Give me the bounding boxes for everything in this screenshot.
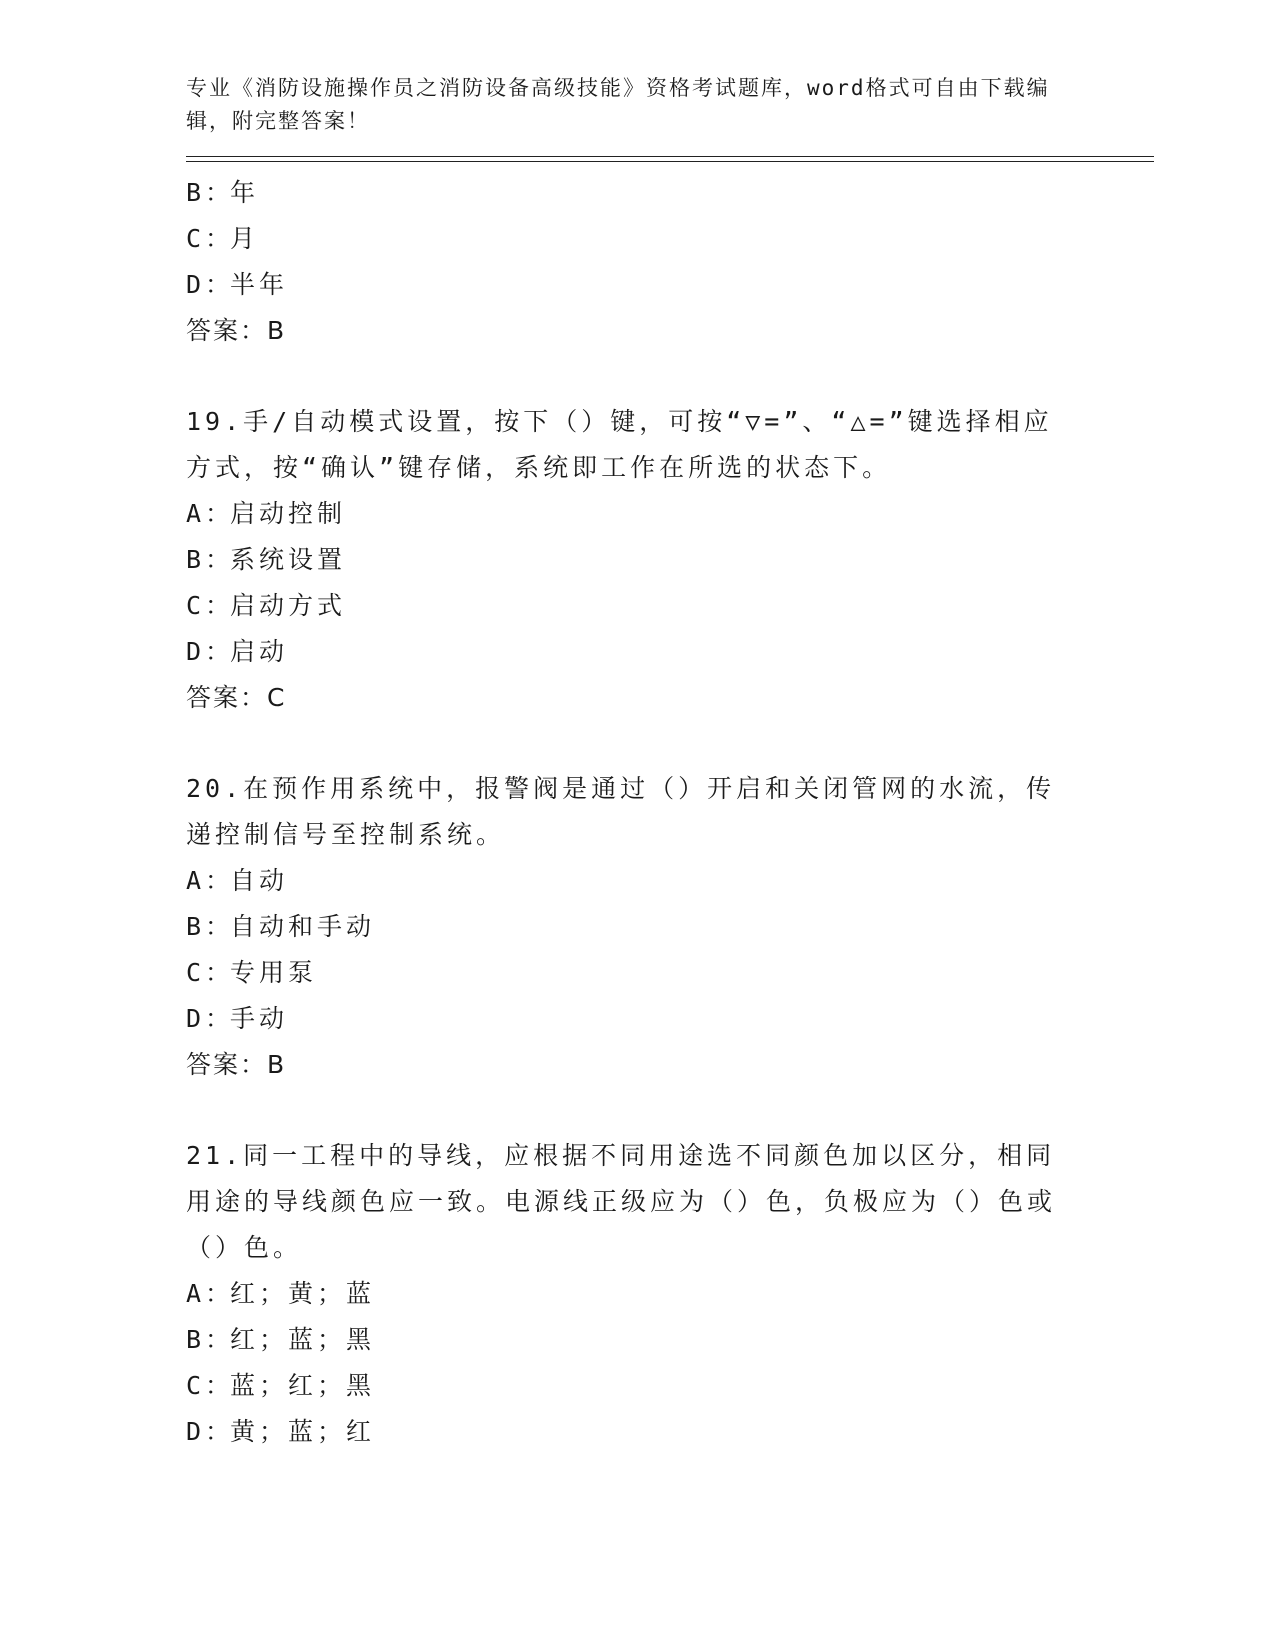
question-21 <box>186 1133 1146 1455</box>
option-text: 黄；蓝；红 <box>230 1417 376 1446</box>
option-d <box>186 996 1146 1042</box>
option-text: 自动 <box>230 866 289 895</box>
option-text: 红；黄；蓝 <box>230 1279 376 1308</box>
option-c <box>186 583 1146 629</box>
option-label: B： <box>186 545 235 574</box>
option-b <box>186 904 1146 950</box>
question-20 <box>186 766 1146 1088</box>
option-label: D： <box>186 1417 235 1446</box>
option-text: 启动方式 <box>230 591 347 620</box>
option-c <box>186 1363 1146 1409</box>
option-text: 手动 <box>230 1004 289 1033</box>
option-a <box>186 491 1146 537</box>
option-d <box>186 262 1146 308</box>
option-text: 半年 <box>230 270 289 299</box>
option-text: 启动控制 <box>230 499 347 528</box>
option-label: B： <box>186 912 235 941</box>
question-text: 21.同一工程中的导线，应根据不同用途选不同颜色加以区分，相同用途的导线颜色应一致。电源线正级应为（）色，负极应为（）色或（）色。 <box>186 1141 1057 1262</box>
option-label: A： <box>186 1279 235 1308</box>
header-divider <box>186 156 1154 162</box>
answer: 答案：C <box>186 683 287 712</box>
question-19 <box>186 399 1146 721</box>
option-text: 蓝；红；黑 <box>230 1371 376 1400</box>
document-page <box>186 72 1146 1455</box>
option-text: 年 <box>230 178 260 207</box>
answer: 答案：B <box>186 316 287 345</box>
option-c <box>186 950 1146 996</box>
option-label: B： <box>186 178 235 207</box>
option-a <box>186 1271 1146 1317</box>
option-text: 专用泵 <box>230 958 318 987</box>
option-label: D： <box>186 1004 235 1033</box>
option-d <box>186 1409 1146 1455</box>
option-b <box>186 1317 1146 1363</box>
option-label: B： <box>186 1325 235 1354</box>
option-text: 月 <box>230 224 260 253</box>
option-label: A： <box>186 866 235 895</box>
option-text: 红；蓝；黑 <box>230 1325 376 1354</box>
question-text: 19.手/自动模式设置，按下（）键，可按“▽=”、“△=”键选择相应方式，按“确认”键存储，系统即工作在所选的状态下。 <box>186 407 1053 482</box>
option-label: D： <box>186 270 235 299</box>
option-text: 系统设置 <box>230 545 347 574</box>
option-label: C： <box>186 1371 235 1400</box>
option-label: C： <box>186 224 235 253</box>
answer: 答案：B <box>186 1050 287 1079</box>
option-c <box>186 216 1146 262</box>
option-label: A： <box>186 499 235 528</box>
option-b <box>186 537 1146 583</box>
option-text: 启动 <box>230 637 289 666</box>
option-label: C： <box>186 591 235 620</box>
option-label: D： <box>186 637 235 666</box>
option-a <box>186 858 1146 904</box>
option-d <box>186 629 1146 675</box>
question-text: 20.在预作用系统中，报警阀是通过（）开启和关闭管网的水流，传递控制信号至控制系统。 <box>186 774 1056 849</box>
document-header: 专业《消防设施操作员之消防设备高级技能》资格考试题库，word格式可自由下载编辑，附完整答案！ <box>186 76 1050 133</box>
question-18-tail <box>186 170 1146 354</box>
option-text: 自动和手动 <box>230 912 376 941</box>
option-b <box>186 170 1146 216</box>
option-label: C： <box>186 958 235 987</box>
